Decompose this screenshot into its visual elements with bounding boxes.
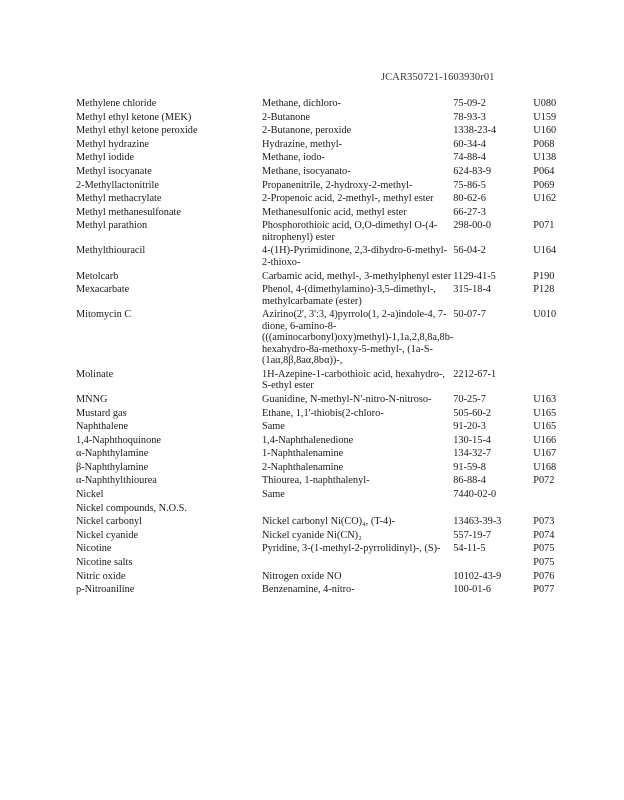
chemical-synonym: 2-Propenoic acid, 2-methyl-, methyl ester: [262, 193, 434, 205]
chemical-synonym: Pyridine, 3-(1-methyl-2-pyrrolidinyl)-, (S)-: [262, 543, 441, 555]
table-row: [76, 462, 573, 476]
waste-code: P071: [533, 220, 555, 232]
cas-number: 505-60-2: [453, 407, 492, 419]
table-row: [76, 152, 573, 166]
cas-number: 557-19-7: [453, 529, 492, 541]
waste-code: U162: [533, 193, 557, 205]
waste-code: U080: [533, 98, 557, 109]
chemical-synonym: 4-(1H)-Pyrimidinone, 2,3-dihydro-6-methyl-2-thioxo-: [262, 245, 448, 268]
chemical-synonym: Benzenamine, 4-nitro-: [262, 584, 355, 596]
waste-code: P064: [533, 165, 555, 177]
waste-code: U159: [533, 111, 557, 123]
chemical-synonym: 1-Naphthalenamine: [262, 448, 344, 460]
chemical-name: 1,4-Naphthoquinone: [76, 434, 161, 446]
cas-number: 50-07-7: [453, 309, 486, 321]
chemical-name: Methyl hydrazine: [76, 138, 149, 150]
table-row: [76, 408, 573, 422]
table-row: [76, 394, 573, 408]
table-row: [76, 112, 573, 126]
chemical-synonym: 2-Naphthalenamine: [262, 461, 344, 473]
table-row: [76, 557, 573, 571]
chemical-synonym: Ethane, 1,1'-thiobis(2-chloro-: [262, 407, 384, 419]
waste-code: [533, 489, 573, 503]
chemical-synonym: 2-Butanone: [262, 111, 311, 123]
waste-code: [533, 503, 573, 517]
table-row: [76, 166, 573, 180]
table-row: [76, 139, 573, 153]
cas-number: 1338-23-4: [453, 125, 497, 137]
cas-number: 78-93-3: [453, 111, 486, 123]
cas-number: 66-27-3: [453, 206, 486, 218]
table-row: [76, 435, 573, 449]
table-row: [76, 284, 573, 309]
cas-number: 86-88-4: [453, 475, 486, 487]
table-row: [76, 421, 573, 435]
chemical-synonym: Methanesulfonic acid, methyl ester: [262, 206, 407, 218]
table-row: [76, 207, 573, 221]
table-row: [76, 245, 573, 270]
waste-code: P072: [533, 475, 555, 487]
table-row: [76, 98, 573, 112]
table-row: [76, 220, 573, 245]
chemical-name: 2-Methyllactonitrile: [76, 179, 159, 191]
waste-code: P068: [533, 138, 555, 150]
chemical-name: Methyl ethyl ketone peroxide: [76, 125, 198, 137]
chemical-name: Methyl ethyl ketone (MEK): [76, 111, 192, 123]
cas-number: 75-09-2: [453, 98, 486, 109]
chemical-name: Naphthalene: [76, 421, 129, 433]
cas-number: 91-20-3: [453, 421, 486, 433]
cas-number: 70-25-7: [453, 393, 486, 405]
waste-code: U168: [533, 461, 557, 473]
chemical-synonym: Nickel cyanide Ni(CN)₂: [262, 529, 362, 541]
chemical-synonym: [262, 503, 453, 517]
table-row: [76, 271, 573, 285]
chemical-name: MNNG: [76, 393, 108, 405]
cas-number: 10102-43-9: [453, 570, 502, 582]
cas-number: 74-88-4: [453, 152, 486, 164]
waste-code: U164: [533, 245, 557, 257]
chemical-synonym: Methane, dichloro-: [262, 98, 341, 109]
chemical-synonym: 1H-Azepine-1-carbothioic acid, hexahydro-, S-ethyl ester: [262, 368, 445, 392]
waste-code: P128: [533, 284, 555, 296]
chemical-synonym: Nickel carbonyl Ni(CO)₄, (T-4)-: [262, 516, 396, 528]
chemical-name: α-Naphthylthiourea: [76, 475, 157, 487]
chemical-synonym: Azirino(2', 3':3, 4)pyrrolo(1, 2-a)indole-4, 7-dione, 6-amino-8-(((aminocarbonyl)oxy)methyl)-1,1a,2,8,8a,8b-hexahydro-8a-methoxy-5-methyl-, (1a-S-(1aα,8β,8aα,8bα))-,: [262, 309, 454, 367]
cas-number: 91-59-8: [453, 461, 486, 473]
document-id: JCAR350721-1603930r01: [381, 72, 495, 83]
waste-code: P073: [533, 516, 555, 528]
table-row: [76, 571, 573, 585]
cas-number: [453, 503, 533, 517]
cas-number: 134-32-7: [453, 448, 492, 460]
waste-code: U010: [533, 309, 557, 321]
cas-number: 315-18-4: [453, 284, 492, 296]
waste-code: U167: [533, 448, 557, 460]
cas-number: 54-11-5: [453, 543, 486, 555]
table-row: [76, 503, 573, 517]
table-row: [76, 309, 573, 369]
waste-code: U165: [533, 407, 557, 419]
chemical-name: Methyl methanesulfonate: [76, 206, 181, 218]
waste-code: [533, 369, 573, 394]
waste-code: P075: [533, 543, 555, 555]
chemical-synonym: Hydrazine, methyl-: [262, 138, 343, 150]
waste-code: P077: [533, 584, 555, 596]
table-row: [76, 193, 573, 207]
cas-number: 100-01-6: [453, 584, 492, 596]
chemical-synonym: 1,4-Naphthalenedione: [262, 434, 354, 446]
table-row: [76, 530, 573, 544]
chemical-name: Methyl parathion: [76, 220, 148, 232]
cas-number: 75-86-5: [453, 179, 486, 191]
table-row: [76, 489, 573, 503]
chemical-name: Nickel: [76, 489, 104, 501]
chemical-name: Methyl methacrylate: [76, 193, 162, 205]
chemical-name: β-Naphthylamine: [76, 461, 149, 473]
chemical-name: p-Nitroaniline: [76, 584, 135, 596]
chemical-name: Nickel carbonyl: [76, 516, 143, 528]
chemical-table-body: [76, 98, 573, 598]
cas-number: 1129-41-5: [453, 270, 496, 282]
chemical-name: Mustard gas: [76, 407, 127, 419]
chemical-name: Methyl isocyanate: [76, 165, 152, 177]
chemical-synonym: Same: [262, 489, 285, 501]
waste-code: P069: [533, 179, 555, 191]
chemical-synonym: Methane, iodo-: [262, 152, 325, 164]
table-row: [76, 543, 573, 557]
table-row: [76, 475, 573, 489]
cas-number: 13463-39-3: [453, 516, 502, 528]
chemical-synonym: Carbamic acid, methyl-, 3-methylphenyl ester: [262, 270, 452, 282]
table-row: [76, 584, 573, 598]
chemical-name: Nickel compounds, N.O.S.: [76, 502, 187, 514]
cas-number: 56-04-2: [453, 245, 486, 257]
chemical-synonym: 2-Butanone, peroxide: [262, 125, 352, 137]
chemical-name: Mexacarbate: [76, 284, 130, 296]
table-row: [76, 516, 573, 530]
waste-code: U160: [533, 125, 557, 137]
chemical-synonym: Phosphorothioic acid, O,O-dimethyl O-(4-nitrophenyl) ester: [262, 220, 438, 243]
cas-number: 7440-02-0: [453, 489, 497, 501]
chemical-name: Nicotine: [76, 543, 112, 555]
cas-number: 298-00-0: [453, 220, 492, 232]
table-row: [76, 369, 573, 394]
waste-code: U166: [533, 434, 557, 446]
chemical-synonym: Propanenitrile, 2-hydroxy-2-methyl-: [262, 179, 413, 191]
table-row: [76, 180, 573, 194]
table-row: [76, 125, 573, 139]
chemical-name: Nitric oxide: [76, 570, 126, 582]
chemical-name: Methylthiouracil: [76, 245, 146, 257]
cas-number: 130-15-4: [453, 434, 492, 446]
waste-code: P190: [533, 270, 555, 282]
chemical-synonym: Same: [262, 421, 285, 433]
waste-code: U163: [533, 393, 557, 405]
waste-code: U138: [533, 152, 557, 164]
chemical-synonym: Methane, isocyanato-: [262, 165, 351, 177]
chemical-synonym: Thiourea, 1-naphthalenyl-: [262, 475, 370, 487]
chemical-name: Methylene chloride: [76, 98, 157, 109]
table-row: [76, 448, 573, 462]
chemical-synonym: Guanidine, N-methyl-N'-nitro-N-nitroso-: [262, 393, 432, 405]
cas-number: 60-34-4: [453, 138, 486, 150]
chemical-synonym: [262, 557, 453, 571]
chemical-name: Nickel cyanide: [76, 529, 139, 541]
chemical-name: α-Naphthylamine: [76, 448, 149, 460]
cas-number: 2212-67-1: [453, 368, 497, 380]
chemical-table: [76, 98, 573, 598]
waste-code: P074: [533, 529, 555, 541]
chemical-name: Metolcarb: [76, 270, 119, 282]
chemical-synonym: Phenol, 4-(dimethylamino)-3,5-dimethyl-, methylcarbamate (ester): [262, 284, 436, 307]
cas-number: [453, 557, 533, 571]
chemical-name: Molinate: [76, 368, 114, 380]
chemical-synonym: Nitrogen oxide NO: [262, 570, 342, 582]
cas-number: 624-83-9: [453, 165, 492, 177]
waste-code: [533, 207, 573, 221]
chemical-name: Methyl iodide: [76, 152, 135, 164]
waste-code: U165: [533, 421, 557, 433]
waste-code: P075: [533, 557, 555, 569]
chemical-name: Nicotine salts: [76, 557, 133, 569]
waste-code: P076: [533, 570, 555, 582]
chemical-name: Mitomycin C: [76, 309, 132, 321]
cas-number: 80-62-6: [453, 193, 486, 205]
